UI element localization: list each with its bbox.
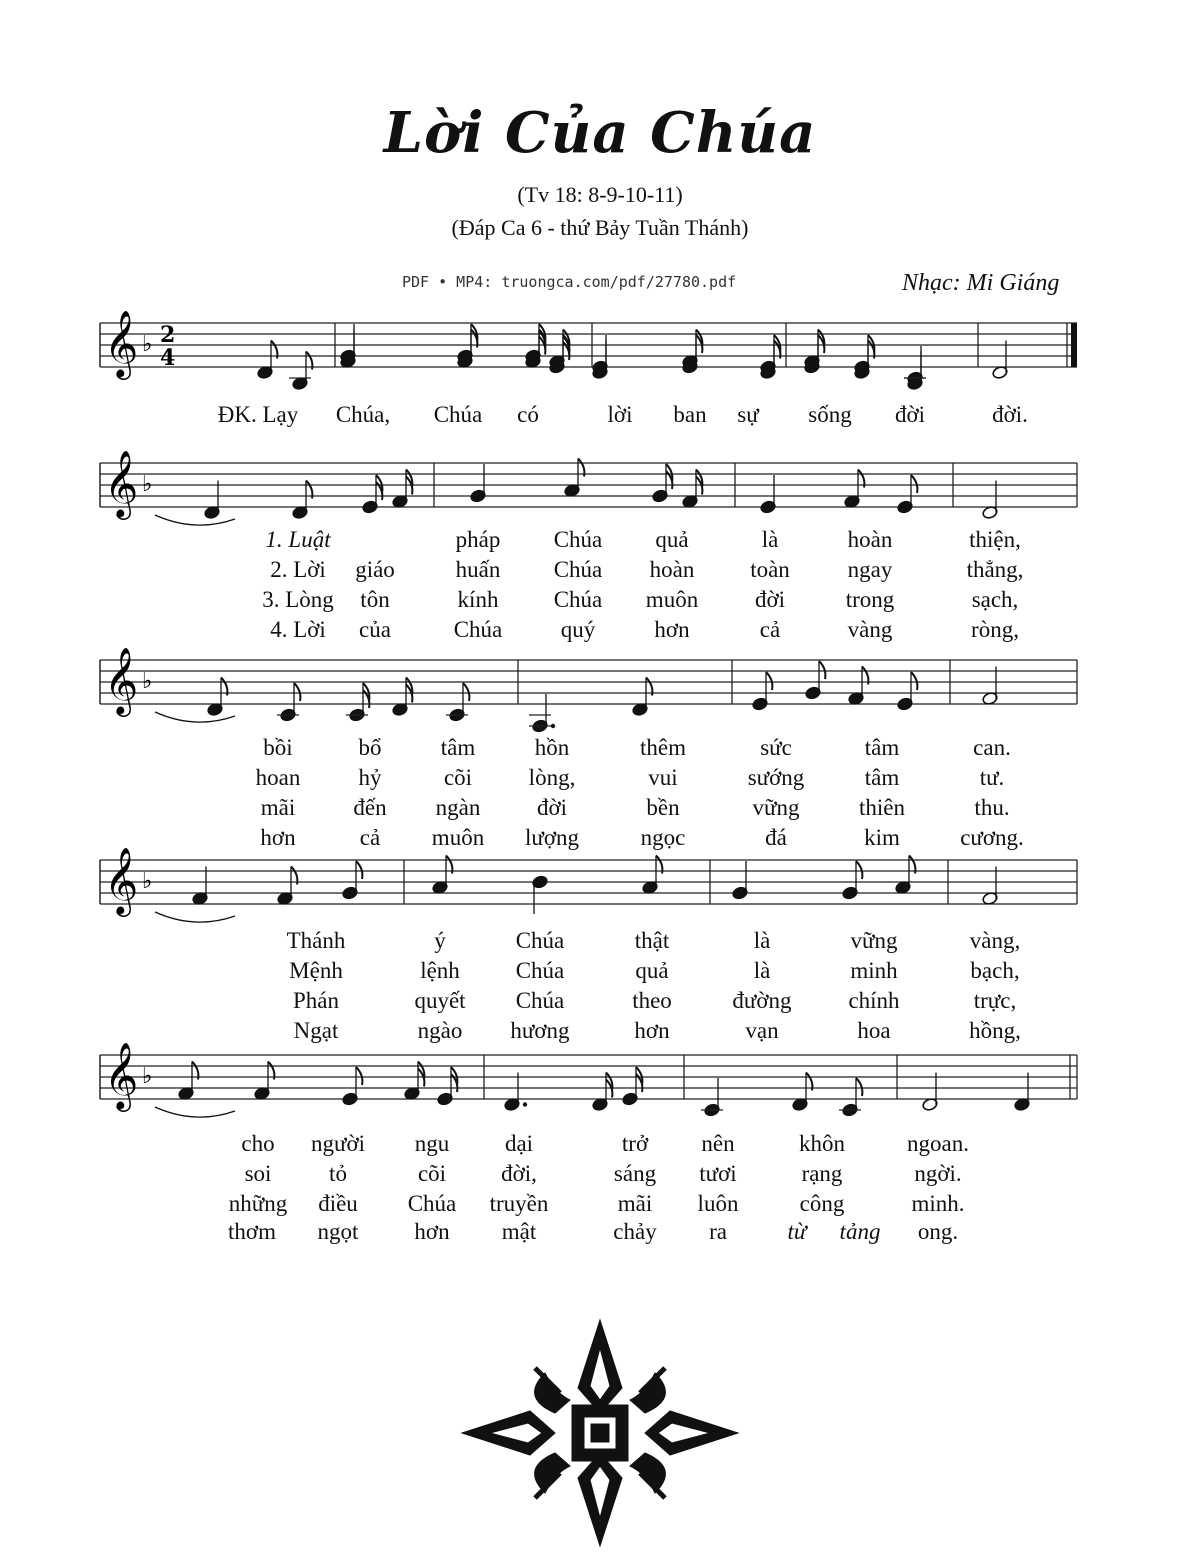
note-head [842, 886, 859, 900]
note-flag [696, 477, 702, 495]
dot [551, 724, 555, 728]
lyric-syllable: cõi [417, 1161, 447, 1186]
lyric-syllable: ngàn [435, 795, 481, 820]
note-flag [268, 1062, 274, 1080]
note-flag [911, 672, 917, 690]
note-flag [868, 335, 874, 353]
lyric-syllable: tỏ [329, 1161, 347, 1186]
note-flag [563, 330, 569, 348]
lyric-syllable: hơn [654, 617, 690, 642]
lyric-syllable: can. [973, 735, 1011, 760]
lyric-syllable: Mệnh [289, 958, 343, 983]
note-head [844, 494, 861, 508]
lyric-syllable: sáng [613, 1161, 657, 1186]
lyric-syllable: công [799, 1191, 845, 1216]
note-flag [911, 475, 917, 493]
treble-clef-icon: 𝄞 [104, 1041, 139, 1109]
lyric-syllable: tâm [864, 765, 900, 790]
lyric-syllable: đời [536, 795, 568, 820]
lyric-syllable: tảng [839, 1219, 881, 1244]
note-head [632, 702, 649, 716]
lyric-syllable: quả [635, 958, 669, 983]
lyric-syllable: Chúa [515, 988, 565, 1013]
lyric-syllable: ngay [847, 557, 893, 582]
lyric-syllable: dại [504, 1131, 534, 1156]
note-head [349, 708, 366, 722]
note-flag [766, 672, 772, 690]
lyric-syllable: soi [244, 1161, 272, 1186]
lyric-syllable: ngu [414, 1131, 450, 1156]
lyric-syllable: đá [765, 825, 787, 850]
note-head [1014, 1097, 1031, 1111]
note-head [682, 354, 699, 368]
note-flag [418, 1069, 424, 1087]
note-head [457, 349, 474, 363]
lyric-syllable: hơn [414, 1219, 450, 1244]
note-flag [606, 1073, 612, 1091]
note-flag [471, 324, 477, 342]
staff-system [0, 283, 1200, 423]
note-flag [446, 856, 452, 874]
lyric-syllable: sướng [747, 765, 805, 790]
lyric-syllable: thiên [859, 795, 905, 820]
note-head [254, 1086, 271, 1100]
lyric-syllable: 3. Lòng [262, 587, 334, 612]
note-flag [539, 337, 545, 355]
lyric-syllable: những [228, 1191, 288, 1216]
note-head [342, 1092, 359, 1106]
note-head [792, 1097, 809, 1111]
note-head [982, 891, 999, 905]
lyric-syllable: điều [318, 1191, 358, 1216]
staff-system [0, 820, 1200, 960]
note-flag [221, 678, 227, 696]
note-flag [363, 690, 369, 708]
lyric-syllable: ý [434, 928, 446, 953]
note-head [549, 354, 566, 368]
lyric-syllable: ngời. [914, 1161, 962, 1186]
lyric-syllable: truyền [489, 1191, 549, 1216]
lyric-syllable: lệnh [420, 958, 460, 983]
lyric-syllable: hỷ [358, 765, 382, 790]
lyric-syllable: chính [848, 988, 900, 1013]
lyric-syllable: Chúa [407, 1191, 457, 1216]
lyric-syllable: Chúa [453, 617, 503, 642]
lyric-syllable: tươi [699, 1161, 737, 1186]
note-head [682, 494, 699, 508]
note-head [682, 360, 699, 374]
note-flag [578, 459, 584, 477]
treble-clef-icon: 𝄞 [104, 646, 139, 714]
note-head [204, 505, 221, 519]
lyric-syllable: vàng [847, 617, 893, 642]
lyric-syllable: là [753, 958, 771, 983]
note-head [982, 691, 999, 705]
lyric-syllable: hơn [634, 1018, 670, 1043]
lyric-syllable: toàn [750, 557, 790, 582]
note-head [340, 354, 357, 368]
lyric-syllable: hương [510, 1018, 570, 1043]
source-link[interactable]: PDF • MP4: truongca.com/pdf/27780.pdf [402, 273, 737, 291]
lyric-syllable: ra [709, 1219, 727, 1244]
tie [155, 712, 235, 722]
lyric-syllable: lòng, [528, 765, 576, 790]
lyric-syllable: là [753, 928, 771, 953]
lyric-syllable: trong [845, 587, 895, 612]
note-flag [858, 470, 864, 488]
note-flag [294, 683, 300, 701]
note-head [257, 365, 274, 379]
note-head [404, 1086, 421, 1100]
lyric-syllable: minh. [911, 1191, 965, 1216]
note-head [804, 360, 821, 374]
note-flag [563, 342, 569, 360]
lyric-syllable: ngoan. [907, 1131, 969, 1156]
lyric-syllable: vững [752, 795, 800, 820]
lyric-syllable: Chúa [553, 557, 603, 582]
note-flag [463, 683, 469, 701]
note-flag [306, 481, 312, 499]
note-head [207, 702, 224, 716]
lyric-syllable: cõi [443, 765, 473, 790]
lyric-syllable: sạch, [971, 587, 1019, 612]
lyric-syllable: minh [850, 958, 898, 983]
lyric-syllable: cương. [960, 825, 1024, 850]
lyric-syllable: giáo [355, 557, 395, 582]
decorative-ornament [460, 1318, 740, 1548]
lyric-syllable: mật [501, 1219, 537, 1244]
lyric-syllable: sống [808, 402, 852, 427]
lyric-syllable: người [310, 1131, 366, 1156]
note-head [525, 349, 542, 363]
lyric-syllable: thơm [228, 1219, 276, 1244]
note-head [854, 365, 871, 379]
lyric-syllable: rạng [801, 1161, 843, 1186]
note-head [760, 365, 777, 379]
lyric-syllable: ngọc [640, 825, 686, 850]
note-head [642, 880, 659, 894]
note-flag [856, 1078, 862, 1096]
flat-icon: ♭ [142, 332, 153, 357]
note-head [760, 360, 777, 374]
note-flag [818, 335, 824, 353]
note-flag [606, 1080, 612, 1098]
note-flag [909, 856, 915, 874]
lyric-syllable: của [359, 617, 391, 642]
lyric-syllable: muôn [645, 587, 699, 612]
note-flag [862, 667, 868, 685]
note-head [992, 365, 1009, 379]
note-head [704, 1103, 721, 1117]
note-flag [774, 341, 780, 359]
final-barline [1071, 323, 1077, 367]
lyric-syllable: đời [894, 402, 926, 427]
flat-icon: ♭ [142, 869, 153, 894]
note-head [342, 886, 359, 900]
note-flag [563, 337, 569, 355]
staff-system [0, 423, 1200, 563]
lyric-syllable: Chúa [553, 527, 603, 552]
lyric-syllable: đến [353, 795, 387, 820]
note-head [854, 360, 871, 374]
lyric-syllable: kính [457, 587, 499, 612]
note-head [437, 1092, 454, 1106]
note-flag [666, 471, 672, 489]
lyric-syllable: cả [759, 617, 781, 642]
note-flag [636, 1074, 642, 1092]
psalm-reference: (Tv 18: 8-9-10-11) [517, 182, 683, 207]
lyric-syllable: khôn [799, 1131, 845, 1156]
note-flag [696, 335, 702, 353]
lyric-syllable: thiện, [969, 527, 1021, 552]
lyric-syllable: hơn [260, 825, 296, 850]
lyric-syllable: đời. [992, 402, 1028, 427]
note-head [449, 708, 466, 722]
tie [155, 1107, 235, 1117]
note-head [549, 360, 566, 374]
note-flag [774, 335, 780, 353]
lyric-syllable: hoa [857, 1018, 891, 1043]
lyric-syllable: luôn [697, 1191, 739, 1216]
note-flag [406, 477, 412, 495]
flat-icon: ♭ [142, 1064, 153, 1089]
lyric-syllable: thật [634, 928, 670, 953]
time-signature-bottom: 4 [160, 345, 176, 371]
lyric-syllable: 2. Lời [270, 557, 326, 582]
lyric-syllable: muôn [431, 825, 485, 850]
lyric-syllable: đời [754, 587, 786, 612]
lyric-syllable: lượng [524, 825, 580, 850]
note-flag [406, 678, 412, 696]
lyric-syllable: sức [760, 735, 792, 760]
lyric-syllable: bổ [358, 735, 382, 760]
note-flag [376, 482, 382, 500]
lyric-syllable: tư. [979, 765, 1005, 790]
note-flag [818, 330, 824, 348]
lyric-syllable: vàng, [969, 928, 1021, 953]
lyric-syllable: theo [632, 988, 672, 1013]
lyric-syllable: ĐK. Lạy [217, 402, 299, 427]
occasion-subtitle: (Đáp Ca 6 - thứ Bảy Tuần Thánh) [451, 215, 749, 240]
note-flag [666, 464, 672, 482]
lyric-syllable: Phán [293, 988, 339, 1013]
dot [523, 1102, 527, 1106]
note-flag [406, 470, 412, 488]
lyric-syllable: thu. [974, 795, 1010, 820]
note-head [848, 691, 865, 705]
staff-system [0, 620, 1200, 760]
lyric-syllable: quyết [414, 988, 466, 1013]
note-head [897, 500, 914, 514]
time-signature-top: 2 [160, 322, 176, 348]
lyric-syllable: ong. [917, 1219, 959, 1244]
lyric-syllable: ban [673, 402, 707, 427]
note-flag [656, 856, 662, 874]
note-head [532, 719, 549, 733]
lyric-syllable: trở [621, 1131, 649, 1156]
lyric-syllable: 1. Luật [265, 527, 331, 552]
note-flag [819, 661, 825, 679]
note-head [280, 708, 297, 722]
note-head [392, 702, 409, 716]
lyric-syllable: 4. Lời [270, 617, 326, 642]
note-flag [539, 324, 545, 342]
lyric-syllable: hồn [534, 735, 570, 760]
note-flag [306, 352, 312, 370]
note-head [564, 483, 581, 497]
lyric-syllable: hồng, [969, 1018, 1021, 1043]
lyric-syllable: là [761, 527, 779, 552]
lyric-syllable: đời, [501, 1161, 537, 1186]
note-flag [291, 867, 297, 885]
lyric-syllable: Chúa [433, 402, 483, 427]
lyric-syllable: Chúa [515, 928, 565, 953]
note-head [805, 686, 822, 700]
lyric-syllable: cả [359, 825, 381, 850]
lyric-syllable: trực, [973, 988, 1017, 1013]
note-head [732, 886, 749, 900]
note-head [432, 880, 449, 894]
lyric-syllable: quả [655, 527, 689, 552]
note-flag [471, 330, 477, 348]
lyric-syllable: có [517, 402, 539, 427]
lyric-syllable: Chúa [515, 958, 565, 983]
lyric-syllable: Ngạt [293, 1018, 339, 1043]
treble-clef-icon: 𝄞 [104, 846, 139, 914]
lyric-syllable: cho [241, 1131, 275, 1156]
lyric-syllable: nên [701, 1131, 735, 1156]
lyric-syllable: Thánh [286, 928, 346, 953]
lyric-syllable: lời [607, 402, 633, 427]
song-title: Lời Của Chúa [383, 100, 817, 166]
note-head [340, 349, 357, 363]
note-flag [363, 683, 369, 701]
lyric-syllable: thêm [640, 735, 686, 760]
note-head [362, 500, 379, 514]
note-flag [376, 475, 382, 493]
lyric-syllable: ngọt [317, 1219, 359, 1244]
lyric-syllable: ròng, [971, 617, 1019, 642]
note-flag [539, 330, 545, 348]
note-head [907, 376, 924, 390]
staff-system [0, 1015, 1200, 1155]
lyric-syllable: bồi [263, 735, 293, 760]
lyric-syllable: vạn [745, 1018, 779, 1043]
lyric-syllable: pháp [455, 527, 501, 552]
lyric-syllable: mãi [617, 1191, 653, 1216]
lyric-syllable: hoàn [649, 557, 695, 582]
note-flag [806, 1073, 812, 1091]
note-head [592, 1097, 609, 1111]
note-head [532, 875, 549, 889]
note-flag [451, 1074, 457, 1092]
lyric-syllable: đường [732, 988, 792, 1013]
lyric-syllable: ngào [417, 1018, 463, 1043]
tie [155, 515, 235, 525]
note-flag [539, 331, 545, 349]
note-head [178, 1086, 195, 1100]
lyric-syllable: Chúa [553, 587, 603, 612]
note-head [392, 494, 409, 508]
treble-clef-icon: 𝄞 [104, 309, 139, 377]
note-head [907, 371, 924, 385]
note-flag [356, 1067, 362, 1085]
note-flag [696, 330, 702, 348]
lyric-syllable: tôn [360, 587, 390, 612]
note-flag [563, 335, 569, 353]
note-flag [856, 861, 862, 879]
tie [155, 912, 235, 922]
note-head [592, 365, 609, 379]
note-head [457, 354, 474, 368]
note-flag [192, 1062, 198, 1080]
note-head [192, 891, 209, 905]
lyric-syllable: huấn [455, 557, 501, 582]
note-head [752, 697, 769, 711]
lyric-syllable: từ [787, 1219, 807, 1244]
lyric-syllable: Chúa, [335, 402, 391, 427]
note-flag [636, 1067, 642, 1085]
note-head [842, 1103, 859, 1117]
note-head [277, 891, 294, 905]
note-head [652, 489, 669, 503]
flat-icon: ♭ [142, 472, 153, 497]
note-head [804, 354, 821, 368]
lyric-syllable: quý [560, 617, 596, 642]
lyric-syllable: bạch, [970, 958, 1020, 983]
note-head [592, 360, 609, 374]
note-flag [406, 685, 412, 703]
note-flag [451, 1067, 457, 1085]
lyric-syllable: vui [648, 765, 678, 790]
lyric-syllable: tâm [864, 735, 900, 760]
note-head [470, 489, 487, 503]
note-head [525, 354, 542, 368]
note-head [504, 1097, 521, 1111]
lyric-syllable: hoan [255, 765, 301, 790]
lyric-syllable: sự [737, 402, 759, 427]
note-flag [696, 470, 702, 488]
lyric-syllable: bền [646, 795, 680, 820]
note-head [760, 500, 777, 514]
note-flag [418, 1062, 424, 1080]
lyric-syllable: hoàn [847, 527, 893, 552]
lyric-syllable: tâm [440, 735, 476, 760]
note-flag [271, 341, 277, 359]
note-head [292, 376, 309, 390]
lyric-syllable: vững [850, 928, 898, 953]
note-head [895, 880, 912, 894]
lyric-syllable: thẳng, [966, 557, 1024, 582]
lyric-syllable: chảy [613, 1219, 657, 1244]
note-head [292, 505, 309, 519]
note-flag [356, 861, 362, 879]
note-head [622, 1092, 639, 1106]
note-flag [868, 341, 874, 359]
note-head [897, 697, 914, 711]
lyric-syllable: kim [864, 825, 900, 850]
note-flag [646, 678, 652, 696]
treble-clef-icon: 𝄞 [104, 449, 139, 517]
lyric-syllable: mãi [260, 795, 296, 820]
note-head [982, 505, 999, 519]
flat-icon: ♭ [142, 669, 153, 694]
composer-credit: Nhạc: Mi Giáng [902, 270, 1060, 296]
note-head [922, 1097, 939, 1111]
